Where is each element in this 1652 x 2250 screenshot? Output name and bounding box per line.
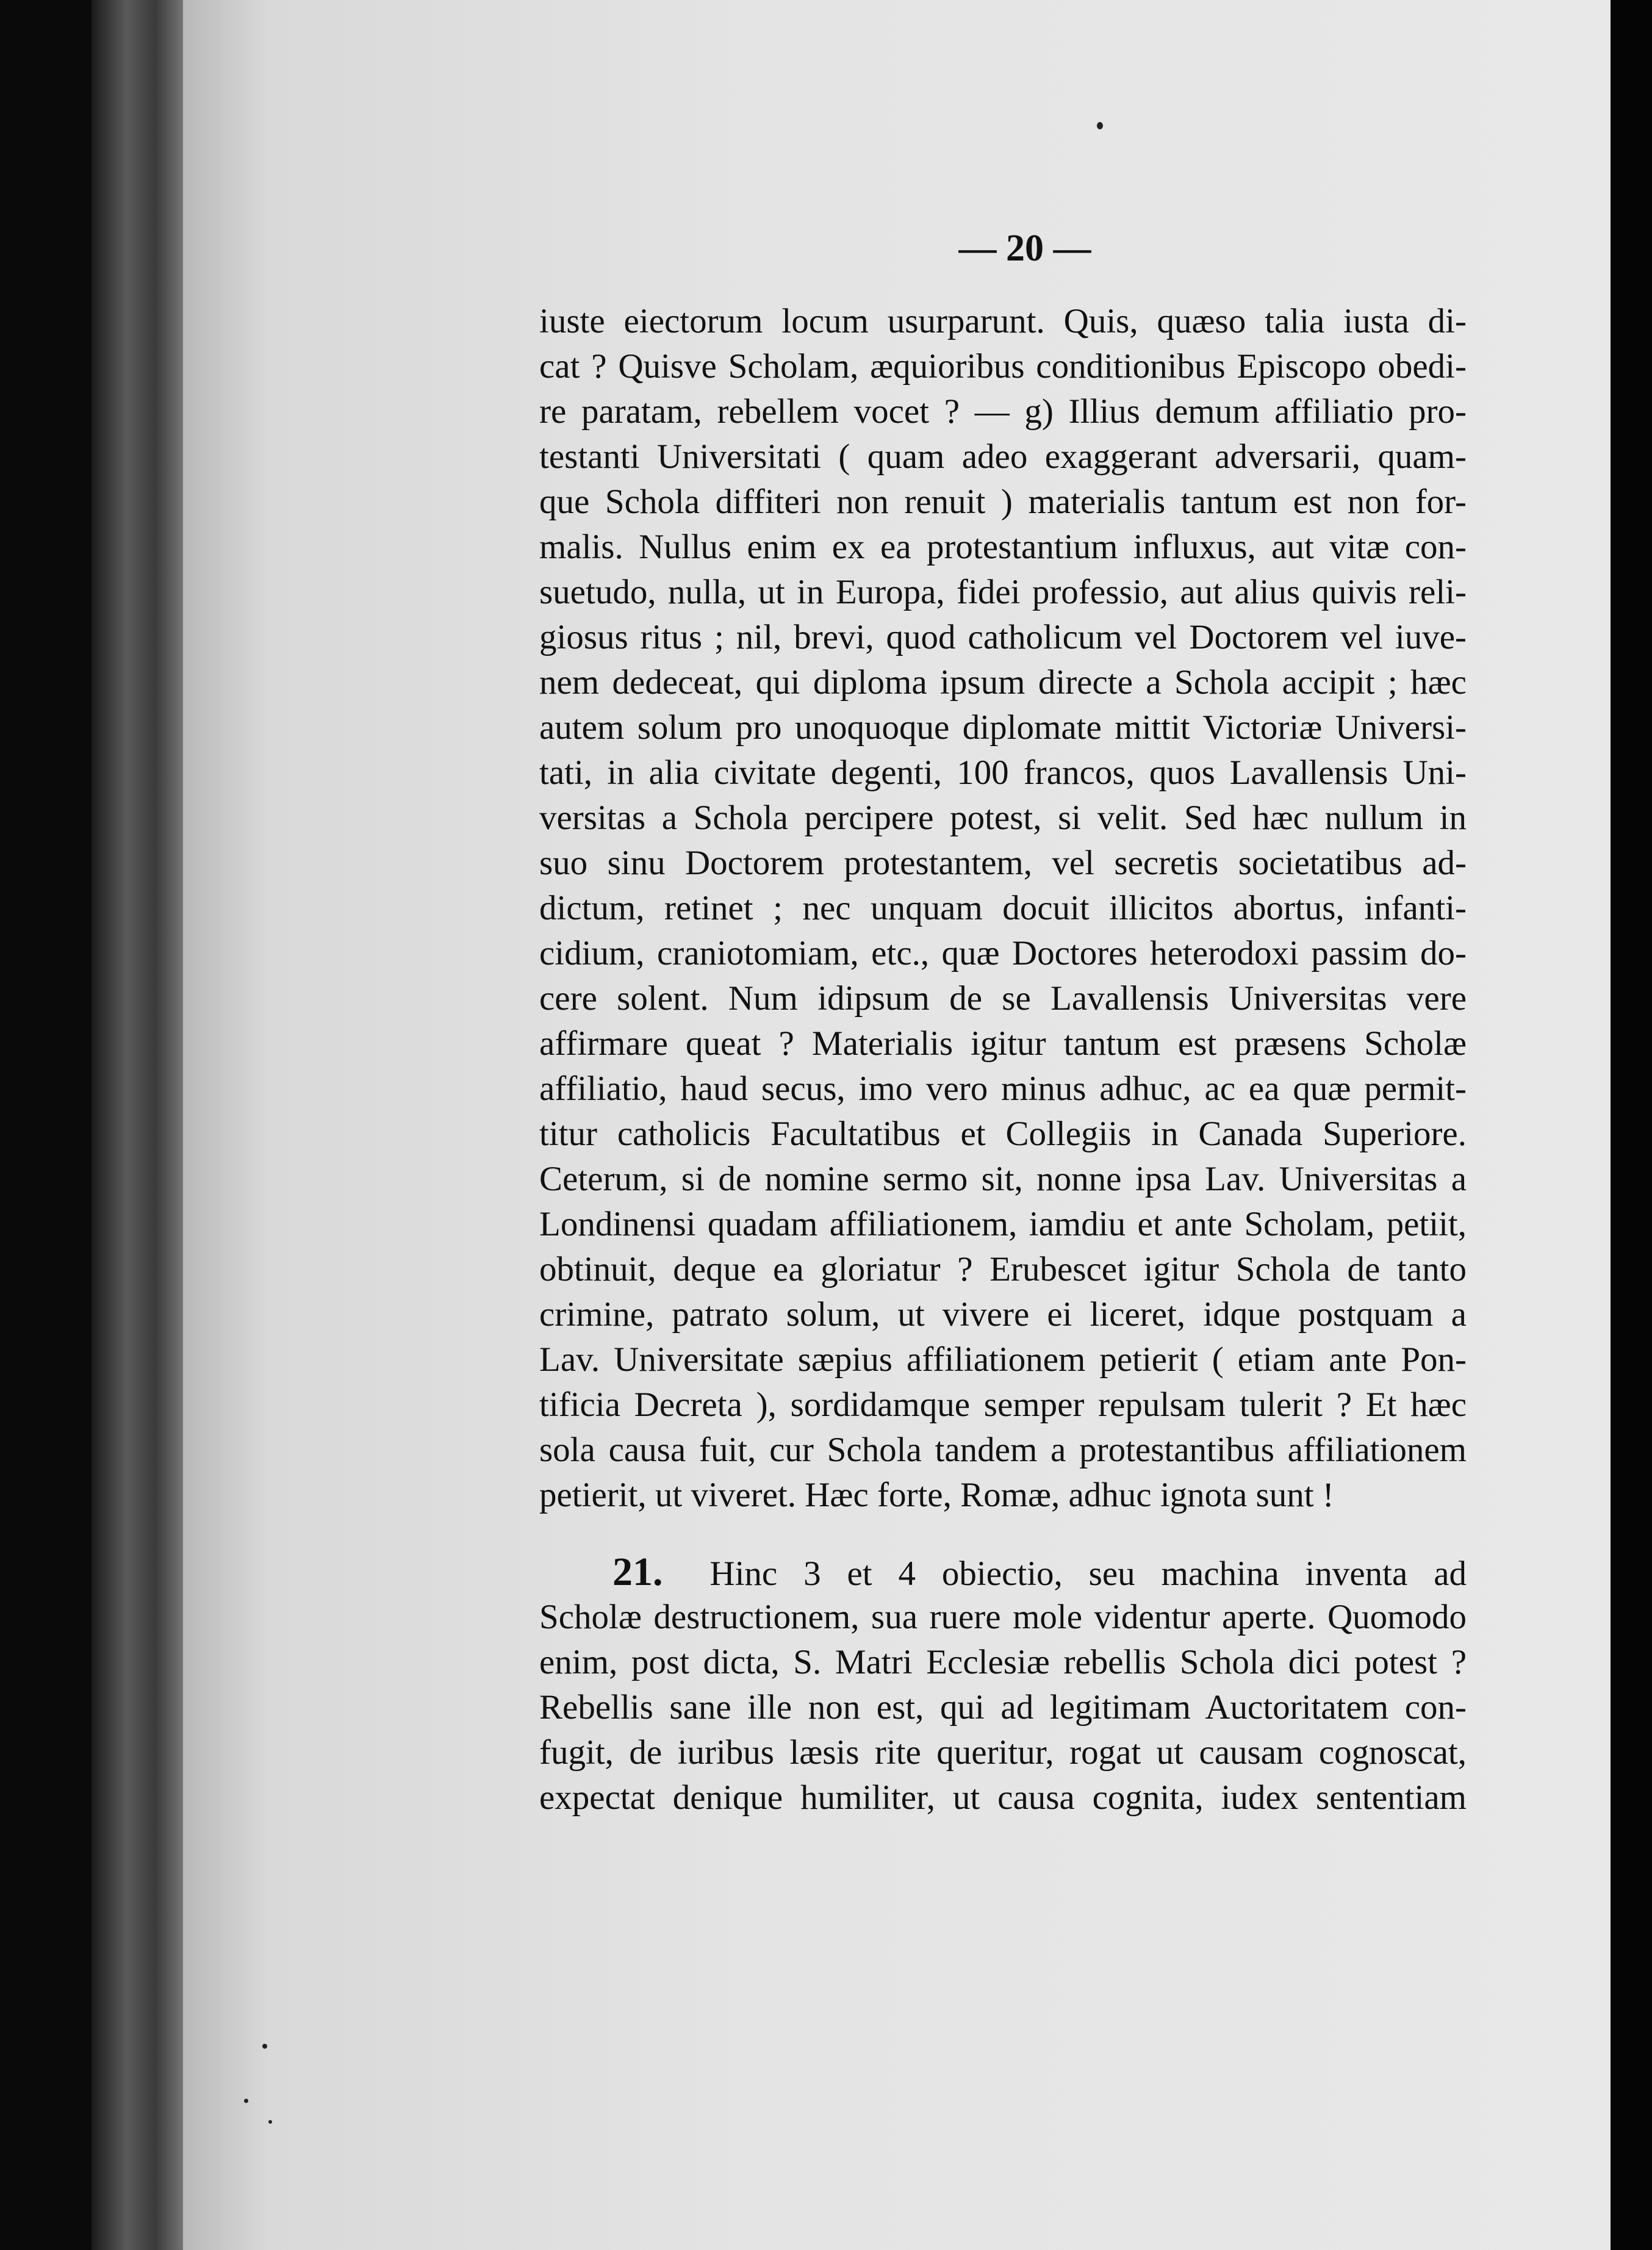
text-line: autem solum pro unoquoque diplomate mittit Victoriæ Universi- <box>539 708 1467 747</box>
text-line: crimine, patrato solum, ut vivere ei liceret, idque postquam a <box>539 1295 1467 1334</box>
line-text: Hinc 3 et 4 obiectio, seu machina inventa ad <box>709 1555 1467 1593</box>
page-number: — 20 — <box>958 228 1091 269</box>
text-line: cidium, craniotomiam, etc., quæ Doctores heterodoxi passim do- <box>539 934 1467 972</box>
text-line: tati, in alia civitate degenti, 100 francos, quos Lavallensis Uni- <box>539 753 1467 792</box>
text-line: cat ? Quisve Scholam, æquioribus conditionibus Episcopo obedi- <box>539 347 1467 386</box>
text-line: malis. Nullus enim ex ea protestantium influxus, aut vitæ con- <box>539 528 1467 566</box>
text-line: nem dedeceat, qui diploma ipsum directe a Schola accipit ; hæc <box>539 663 1467 702</box>
text-line: tificia Decreta ), sordidamque semper repulsam tulerit ? Et hæc <box>539 1386 1467 1424</box>
paragraph <box>539 1595 1467 1820</box>
text-line: Lav. Universitate sæpius affiliationem petierit ( etiam ante Pon- <box>539 1340 1467 1379</box>
text-line: obtinuit, deque ea gloriatur ? Erubescet igitur Schola de tanto <box>539 1250 1467 1289</box>
text-line: cere solent. Num idipsum de se Lavallensis Universitas vere <box>539 979 1467 1018</box>
text-line: re paratam, rebellem vocet ? — g) Illius demum affiliatio pro- <box>539 392 1467 431</box>
text-line: dictum, retinet ; nec unquam docuit illicitos abortus, infanti- <box>539 889 1467 927</box>
paragraph <box>539 299 1467 1518</box>
text-line: expectat denique humiliter, ut causa cognita, iudex sententiam <box>539 1778 1467 1817</box>
text-line: Ceterum, si de nomine sermo sit, nonne ipsa Lav. Universitas a <box>539 1160 1467 1198</box>
text-line: Rebellis sane ille non est, qui ad legitimam Auctoritatem con- <box>539 1688 1467 1727</box>
scan-speck <box>244 2099 248 2103</box>
section-number: 21. <box>612 1550 663 1594</box>
text-line: affirmare queat ? Materialis igitur tantum est præsens Scholæ <box>539 1024 1467 1063</box>
text-line: Scholæ destructionem, sua ruere mole videntur aperte. Quomodo <box>539 1598 1467 1636</box>
text-line: testanti Universitati ( quam adeo exaggerant adversarii, quam- <box>539 437 1467 476</box>
text-line: giosus ritus ; nil, brevi, quod catholicum vel Doctorem vel iuve- <box>539 618 1467 656</box>
text-line: fugit, de iuribus læsis rite queritur, rogat ut causam cognoscat, <box>539 1733 1467 1772</box>
text-line: affiliatio, haud secus, imo vero minus adhuc, ac ea quæ permit- <box>539 1069 1467 1108</box>
text-line: Londinensi quadam affiliationem, iamdiu et ante Scholam, petiit, <box>539 1205 1467 1243</box>
text-line: petierit, ut viveret. Hæc forte, Romæ, adhuc ignota sunt ! <box>539 1476 1334 1514</box>
text-line: versitas a Schola percipere potest, si velit. Sed hæc nullum in <box>539 799 1467 837</box>
paragraph-first-line <box>539 1550 1467 1595</box>
text-line: sola causa fuit, cur Schola tandem a protestantibus affiliationem <box>539 1431 1467 1469</box>
text-line: suo sinu Doctorem protestantem, vel secretis societatibus ad- <box>539 844 1467 882</box>
scan-right-edge <box>1611 0 1652 2250</box>
text-line: que Schola diffiteri non renuit ) materialis tantum est non for- <box>539 483 1467 521</box>
text-line: titur catholicis Facultatibus et Collegiis in Canada Superiore. <box>539 1115 1467 1153</box>
body-text <box>539 299 1467 1820</box>
paragraph-gap <box>539 1518 1467 1550</box>
text-line: iuste eiectorum locum usurparunt. Quis, quæso talia iusta di- <box>539 302 1467 340</box>
text-line: enim, post dicta, S. Matri Ecclesiæ rebellis Schola dici potest ? <box>539 1643 1467 1681</box>
scan-speck <box>1097 122 1103 129</box>
scan-speck <box>262 2044 267 2049</box>
scan-speck <box>268 2120 272 2124</box>
text-line: suetudo, nulla, ut in Europa, fidei professio, aut alius quivis reli- <box>539 573 1467 611</box>
